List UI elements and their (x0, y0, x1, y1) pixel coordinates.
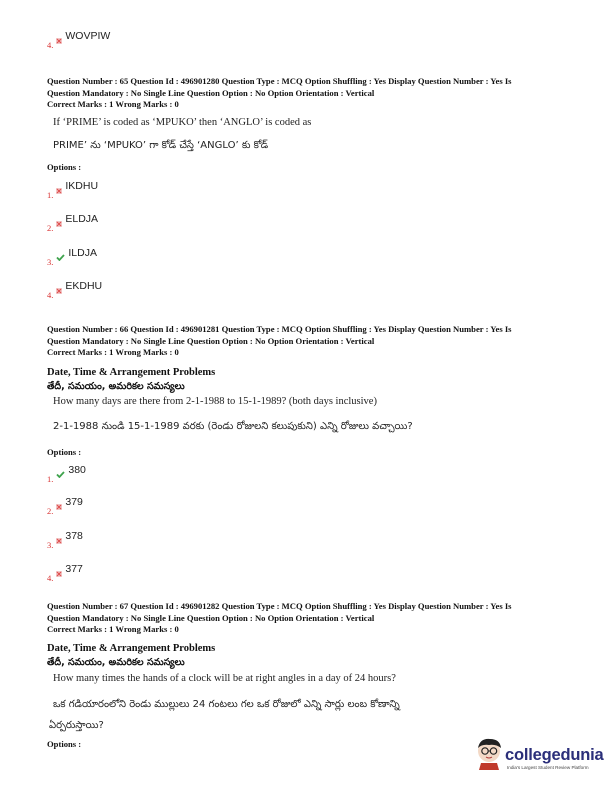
marks-line: Correct Marks : 1 Wrong Marks : 0 (47, 347, 179, 358)
options-label: Options : (47, 447, 82, 457)
option-row (47, 464, 86, 484)
option-text: 379 (65, 496, 83, 508)
category-title-te: తేదీ, సమయం, అమరికల సమస్యలు (47, 381, 185, 392)
question-meta (47, 324, 587, 359)
question-text-te: ఏర్పరుస్తాయి? (49, 720, 104, 731)
option-number: 4. (47, 40, 54, 50)
option-row (47, 180, 98, 200)
meta-line: Question Number : 66 Question Id : 496901281 Question Type : MCQ Option Shuffling : Yes Display Question Number : Yes Is (47, 324, 512, 334)
meta-line: Question Mandatory : No Single Line Question Option : No Option Orientation : Vertical (47, 87, 375, 98)
option-number: 3. (47, 257, 54, 267)
cross-icon (56, 564, 62, 582)
options-label: Options : (47, 162, 82, 172)
cross-icon (56, 31, 62, 49)
question-text-te: 2-1-1988 నుండి 15-1-1989 వరకు (రెండు రోజులని కలుపుకుని) ఎన్ని రోజులు వచ్చాయి? (53, 421, 413, 432)
option-number: 2. (47, 223, 54, 233)
check-icon (56, 465, 65, 483)
question-text-en: How many days are there from 2-1-1988 to 15-1-1989? (both days inclusive) (53, 396, 377, 407)
option-text: IKDHU (65, 180, 99, 192)
meta-line: Question Mandatory : No Single Line Question Option : No Option Orientation : Vertical (47, 612, 375, 623)
option-row (47, 496, 83, 516)
option-row (47, 530, 83, 550)
options-label: Options : (47, 739, 82, 749)
question-text-te: ఒక గడియారంలోని రెండు ముల్లులు 24 గంటలు గల ఒక రోజులో ఎన్ని సార్లు లంబ కోణాన్ని (53, 699, 400, 710)
option-row (47, 280, 102, 300)
logo-tagline: India's Largest Student Review Platform (507, 765, 589, 770)
question-meta (47, 76, 587, 111)
check-icon (56, 248, 65, 266)
cross-icon (56, 281, 62, 299)
option-row (47, 213, 98, 233)
question-text-en: How many times the hands of a clock will be at right angles in a day of 24 hours? (53, 673, 396, 684)
logo-name: collegedunia (505, 746, 604, 764)
meta-line: Question Mandatory : No Single Line Question Option : No Option Orientation : Vertical (47, 335, 375, 346)
question-meta (47, 601, 587, 636)
option-text: ELDJA (65, 213, 99, 225)
meta-line: Question Number : 65 Question Id : 496901280 Question Type : MCQ Option Shuffling : Yes Display Question Number : Yes Is (47, 76, 512, 86)
cross-icon (56, 214, 62, 232)
option-number: 1. (47, 474, 54, 484)
collegedunia-logo (474, 730, 604, 778)
option-row (47, 247, 97, 267)
option-text: ILDJA (68, 247, 97, 259)
cross-icon (56, 531, 62, 549)
marks-line: Correct Marks : 1 Wrong Marks : 0 (47, 624, 179, 635)
option-text: WOVPIW (65, 30, 111, 42)
marks-line: Correct Marks : 1 Wrong Marks : 0 (47, 99, 179, 110)
option-row (47, 563, 83, 583)
option-text: EKDHU (65, 280, 103, 292)
option-number: 4. (47, 573, 54, 583)
question-text-te: PRIME’ ను ‘MPUKO’ గా కోడ్ చేస్తే ‘ANGLO’ కు కోడ్ (53, 140, 269, 151)
cross-icon (56, 497, 62, 515)
option-text: 378 (65, 530, 83, 542)
category-title-en: Date, Time & Arrangement Problems (47, 367, 216, 378)
option-number: 1. (47, 190, 54, 200)
option-text: 377 (65, 563, 83, 575)
meta-line: Question Number : 67 Question Id : 496901282 Question Type : MCQ Option Shuffling : Yes Display Question Number : Yes Is (47, 601, 512, 611)
option-number: 4. (47, 290, 54, 300)
option-text: 380 (68, 464, 86, 476)
category-title-en: Date, Time & Arrangement Problems (47, 643, 216, 654)
question-text-en: If ‘PRIME’ is coded as ‘MPUKO’ then ‘ANGLO’ is coded as (53, 117, 312, 128)
mascot-icon (474, 736, 504, 770)
cross-icon (56, 181, 62, 199)
category-title-te: తేదీ, సమయం, అమరికల సమస్యలు (47, 657, 185, 668)
option-row (47, 30, 110, 50)
option-number: 3. (47, 540, 54, 550)
option-number: 2. (47, 506, 54, 516)
